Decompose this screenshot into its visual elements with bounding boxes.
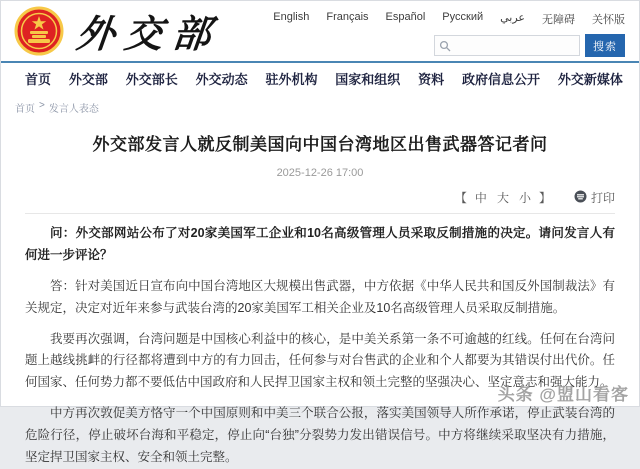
breadcrumb-current: 发言人表态 (48, 104, 99, 115)
language-link[interactable]: Русский (442, 11, 484, 23)
printer-icon (574, 190, 587, 206)
search-icon (439, 39, 451, 57)
page-title: 外交部发言人就反制美国向中国台湾地区出售武器答记者问 (92, 135, 548, 154)
language-link[interactable]: 关怀版 (592, 14, 625, 26)
language-link[interactable]: Español (385, 11, 426, 23)
breadcrumb-home[interactable]: 首页 (15, 104, 35, 115)
search-area (434, 34, 625, 57)
site-header (1, 1, 639, 61)
nav-item[interactable]: 外交动态 (195, 71, 248, 87)
article-body (25, 223, 615, 469)
print-label: 打印 (590, 191, 615, 205)
publish-date: 2025-12-26 17:00 (276, 167, 364, 179)
search-button[interactable]: 搜索 (585, 34, 625, 57)
nav-item[interactable]: 国家和组织 (335, 71, 401, 87)
language-link[interactable]: English (273, 11, 310, 23)
font-size-button[interactable]: 小 (518, 191, 531, 205)
nav-item[interactable]: 外交新媒体 (557, 71, 623, 87)
toolbar-divider (25, 213, 615, 214)
nav-item[interactable]: 资料 (418, 71, 445, 87)
main-nav (1, 63, 639, 93)
print-control[interactable] (574, 189, 615, 206)
font-size-bracket-open: 【 (454, 191, 467, 205)
nav-item[interactable]: 首页 (25, 71, 52, 87)
national-emblem-icon (15, 7, 63, 55)
nav-item[interactable]: 驻外机构 (265, 71, 318, 87)
watermark: 头条 @盟山看客 (497, 385, 629, 404)
article-paragraph: 答：针对美国近日宣布向中国台湾地区大规模出售武器，中方依据《中华人民共和国反外国制裁法》有关规定，决定对近年来参与武装台湾的20家美国军工相关企业及10名高级管理人员采取反制措施。 (25, 278, 615, 315)
language-link[interactable]: 无障碍 (542, 14, 575, 26)
font-size-bracket-close: 】 (538, 191, 551, 205)
language-link[interactable]: Français (326, 11, 369, 23)
nav-item[interactable]: 外交部长 (125, 71, 178, 87)
breadcrumb-separator: > (39, 100, 45, 111)
article-toolbar (25, 189, 615, 206)
font-size-controls (472, 189, 534, 206)
language-bar (273, 11, 625, 27)
search-input[interactable] (434, 35, 580, 56)
article-paragraph: 我要再次强调，台湾问题是中国核心利益中的核心，是中美关系第一条不可逾越的红线。任何在台湾问题上越线挑衅的行径都将遭到中方的有力回击，任何参与对台售武的企业和个人都要为其错误付出代价。任何国家、任何势力都不要低估中国政府和人民捍卫国家主权和领土完整的坚强决心、坚定意志和强大能力。 (25, 331, 615, 390)
article-paragraph: 问：外交部网站公布了对20家美国军工企业和10名高级管理人员采取反制措施的决定。请问发言人有何进一步评论？ (25, 226, 615, 262)
nav-item[interactable]: 外交部 (68, 71, 108, 87)
font-size-button[interactable]: 中 (474, 191, 487, 205)
site-logo-calligraphy: 外交部 (74, 11, 224, 56)
font-size-button[interactable]: 大 (496, 191, 509, 205)
language-link[interactable]: عربي (500, 12, 525, 24)
breadcrumb (1, 93, 639, 115)
search-box (434, 35, 580, 56)
article (1, 130, 639, 469)
nav-item[interactable]: 政府信息公开 (462, 71, 541, 87)
article-paragraph: 中方再次敦促美方恪守一个中国原则和中美三个联合公报，落实美国领导人所作承诺，停止武装台湾的危险行径，停止破坏台海和平稳定，停止向“台独”分裂势力发出错误信号。中方将继续采取坚决有力措施，坚定捍卫国家主权、安全和领土完整。 (25, 406, 615, 464)
